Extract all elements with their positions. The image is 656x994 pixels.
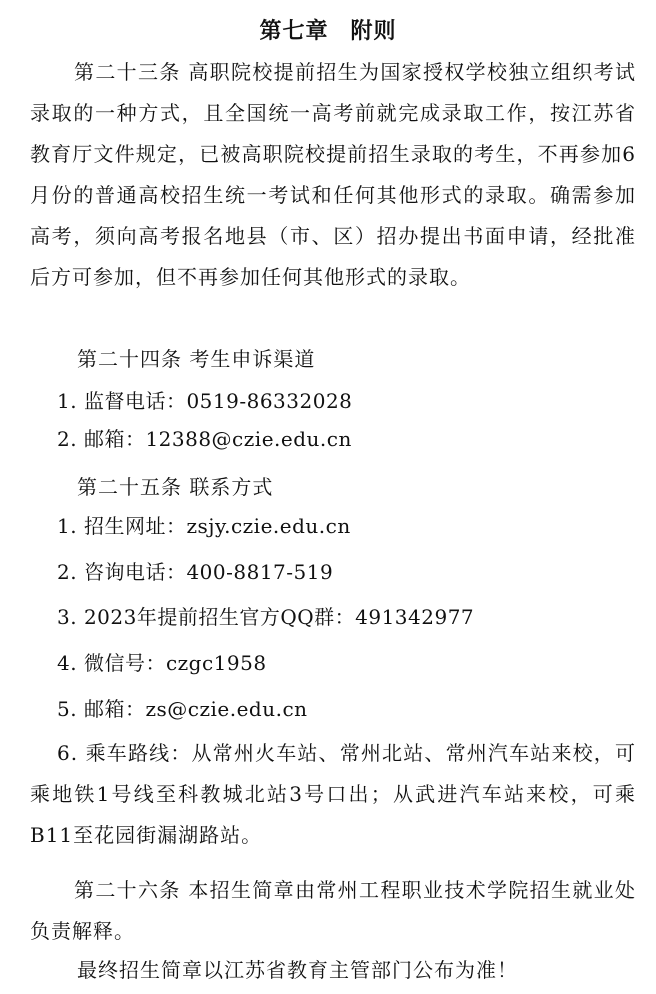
- chapter-title: [0, 16, 656, 46]
- wechat-item: 4. 微信号：czgc1958: [57, 651, 267, 675]
- admissions-website-item: 1. 招生网址：zsjy.czie.edu.cn: [57, 514, 351, 538]
- article-24-heading: 第二十四条 考生申诉渠道: [77, 347, 316, 371]
- contact-email-item: 5. 邮箱：zs@czie.edu.cn: [57, 697, 308, 721]
- bus-route-item: 6. 乘车路线：从常州火车站、常州北站、常州汽车站来校，可乘地铁1号线至科教城北站3号口出；从武进汽车站来校，可乘B11至花园街漏湖路站。: [30, 741, 636, 847]
- chapter-number: 第七章: [259, 18, 329, 44]
- consult-phone-item: 2. 咨询电话：400-8817-519: [57, 560, 334, 584]
- article-26-paragraph: 第二十六条 本招生简章由常州工程职业技术学院招生就业处负责解释。: [30, 878, 636, 943]
- article-25-heading: 第二十五条 联系方式: [77, 475, 274, 499]
- complaint-email-item: 2. 邮箱：12388@czie.edu.cn: [57, 427, 352, 451]
- chapter-name: 附则: [350, 18, 397, 44]
- qq-group-item: 3. 2023年提前招生官方QQ群：491342977: [57, 605, 475, 629]
- final-note: 最终招生简章以江苏省教育主管部门公布为准！: [77, 958, 518, 982]
- article-23-paragraph: 第二十三条 高职院校提前招生为国家授权学校独立组织考试录取的一种方式，且全国统一高考前就完成录取工作，按江苏省教育厅文件规定，已被高职院校提前招生录取的考生，不再参加6月份的普通高校招生统一考试和任何其他形式的录取。确需参加高考，须向高考报名地县（市、区）招办提出书面申请，经批准后方可参加，但不再参加任何其他形式的录取。: [30, 60, 636, 289]
- supervision-phone-item: 1. 监督电话：0519-86332028: [57, 389, 353, 413]
